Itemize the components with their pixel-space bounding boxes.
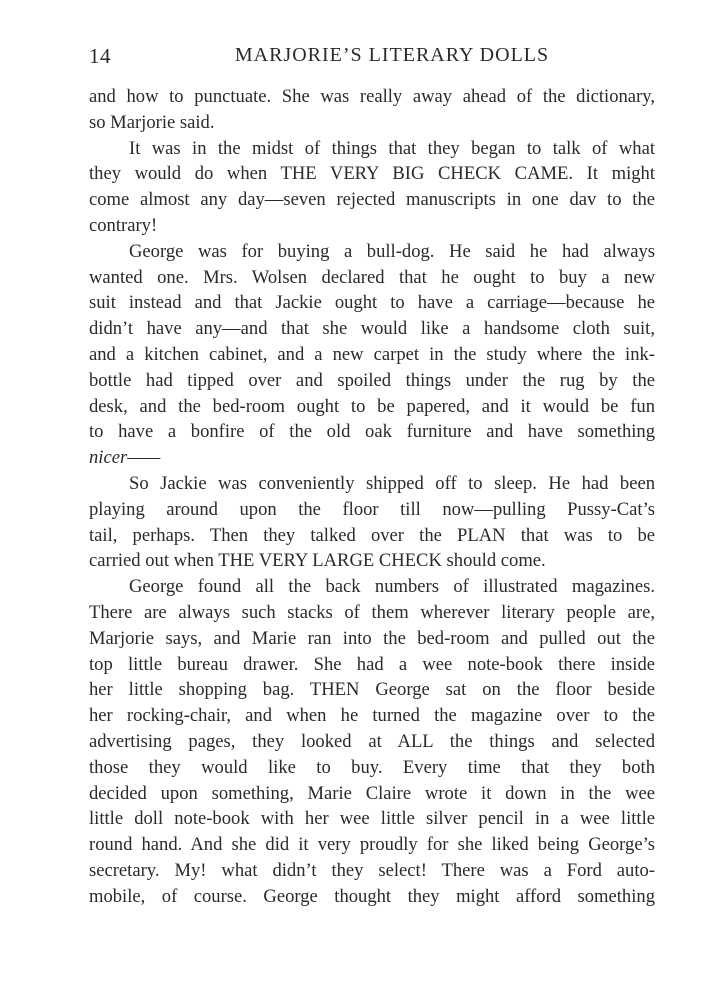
text-line: her rocking-chair, and when he turned the magazine over to the — [89, 705, 655, 727]
text-line: come almost any day—seven rejected manuscripts in one dav to the — [89, 189, 655, 211]
text-line: bottle had tipped over and spoiled things under the rug by the — [89, 369, 655, 391]
running-title: MARJORIE’S LITERARY DOLLS — [234, 44, 550, 66]
text-line: There are always such stacks of them wherever literary people are, — [89, 601, 655, 623]
text-line: mobile, of course. George thought they might afford something — [89, 885, 655, 907]
text-line: so Marjorie said. — [89, 111, 215, 133]
text-line: and how to punctuate. She was really away ahead of the dictionary, — [89, 86, 655, 107]
text-line: advertising pages, they looked at ALL the things and selected — [89, 730, 655, 752]
text-line — [89, 445, 655, 471]
text-line: top little bureau drawer. She had a wee note-book there inside — [89, 653, 655, 675]
text-line: playing around upon the floor till now—pulling Pussy-Cat’s — [89, 498, 655, 520]
italic-text: nicer—— — [89, 447, 161, 469]
text-line: they would do when THE VERY BIG CHECK CAME. It might — [89, 163, 655, 185]
text-line: her little shopping bag. THEN George sat on the floor beside — [89, 679, 655, 701]
text-line: contrary! — [89, 214, 158, 236]
text-line: So Jackie was conveniently shipped off to sleep. He had been — [129, 472, 655, 494]
page-header — [89, 44, 655, 74]
text-line: It was in the midst of things that they began to talk of what — [129, 137, 655, 159]
text-line: wanted one. Mrs. Wolsen declared that he ought to buy a new — [89, 266, 655, 288]
text-line: little doll note-book with her wee little silver pencil in a wee little — [89, 808, 655, 830]
body-text — [89, 84, 655, 910]
text-line: Marjorie says, and Marie ran into the bed-room and pulled out the — [89, 627, 655, 649]
text-line: tail, perhaps. Then they talked over the PLAN that was to be — [89, 524, 655, 546]
text-line: those they would like to buy. Every time that they both — [89, 756, 655, 778]
page-number: 14 — [89, 44, 111, 68]
text-line: decided upon something, Marie Claire wrote it down in the wee — [89, 782, 655, 804]
text-line: to have a bonfire of the old oak furniture and have something — [89, 421, 655, 443]
text-line: desk, and the bed-room ought to be papered, and it would be fun — [89, 395, 655, 417]
text-line: didn’t have any—and that she would like a handsome cloth suit, — [89, 318, 655, 340]
text-line: secretary. My! what didn’t they select! There was a Ford auto- — [89, 859, 655, 881]
text-line: and a kitchen cabinet, and a new carpet in the study where the ink- — [89, 343, 655, 365]
text-line: round hand. And she did it very proudly for she liked being George’s — [89, 834, 655, 856]
text-line: George was for buying a bull-dog. He said he had always — [129, 240, 655, 262]
text-line: George found all the back numbers of illustrated magazines. — [129, 576, 655, 598]
text-line: carried out when THE VERY LARGE CHECK should come. — [89, 550, 546, 572]
text-line: suit instead and that Jackie ought to have a carriage—because he — [89, 292, 655, 314]
